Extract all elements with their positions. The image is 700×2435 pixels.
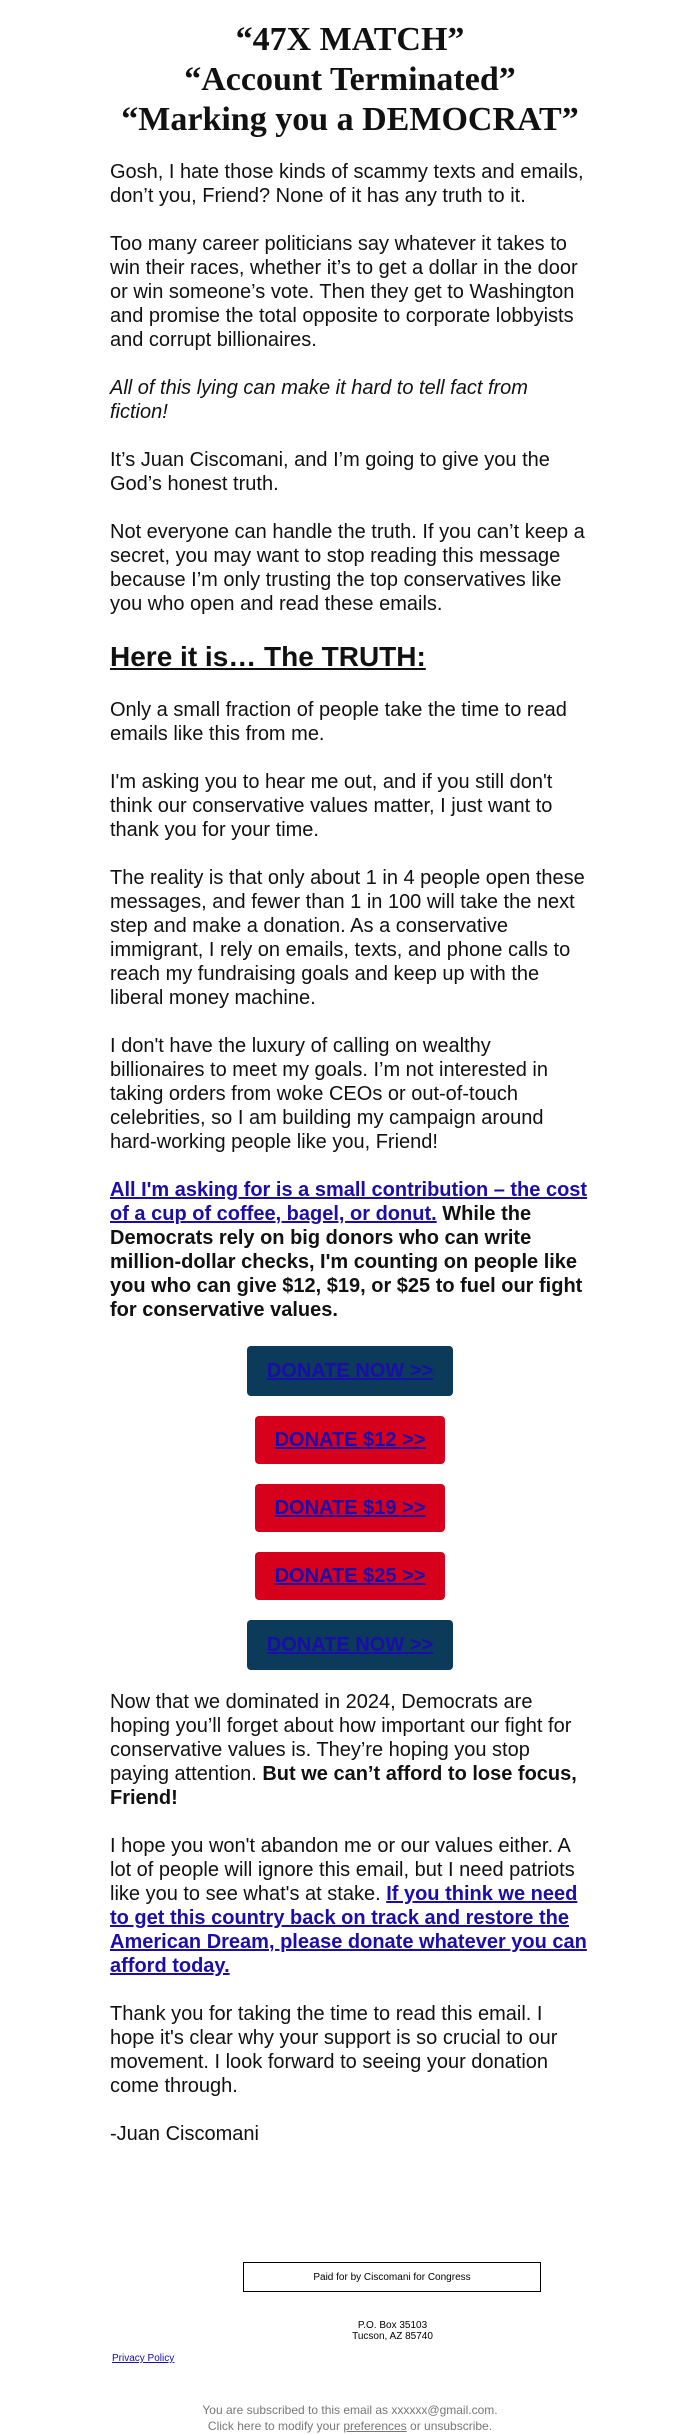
subscription-notice	[0, 2402, 700, 2434]
preferences-link[interactable]: preferences	[343, 2419, 407, 2433]
dominated-text: Now that we dominated in 2024, Democrats are hoping you’ll forget about how important our fight for conservative values is. They’re hoping you stop paying attention.	[110, 1691, 572, 1785]
donate-now-button-2[interactable]: DONATE NOW >>	[247, 1620, 453, 1670]
dominated-bold-text: But we can’t afford to lose focus, Friend!	[110, 1763, 577, 1809]
paragraph-hear-me-out: I'm asking you to hear me out, and if you still don't think our conservative values matter, I just want to thank you for your time.	[110, 771, 553, 841]
contribution-link[interactable]: All I'm asking for is a small contribution – the cost of a cup of coffee, bagel, or donut.	[110, 1179, 588, 1225]
paragraph-lying: All of this lying can make it hard to tell fact from fiction!	[110, 377, 528, 423]
paragraph-ask	[110, 1178, 590, 1322]
paragraph-career-politicians: Too many career politicians say whatever it takes to win their races, whether it’s to get a dollar in the door or win someone’s vote. Then they get to Washington and promise the total opposite to corporate lobbyists and corrupt billionaires.	[110, 233, 578, 351]
paragraph-small-fraction: Only a small fraction of people take the time to read emails like this from me.	[110, 699, 567, 745]
paragraph-dominated	[110, 1690, 590, 1810]
donate-buttons	[110, 1346, 590, 1670]
donate-25-button[interactable]: DONATE $25 >>	[255, 1552, 445, 1600]
truth-heading: Here it is… The TRUTH:	[110, 641, 426, 672]
headline	[0, 20, 700, 140]
headline-line-1: “47X MATCH”	[235, 21, 465, 58]
paid-for-disclaimer: Paid for by Ciscomani for Congress	[243, 2262, 541, 2292]
privacy-policy-link[interactable]: Privacy Policy	[112, 2353, 175, 2364]
paragraph-reality: The reality is that only about 1 in 4 people open these messages, and fewer than 1 in 100 will take the next step and make a donation. As a conservative immigrant, I rely on emails, texts, and phone calls to reach my fundraising goals and keep up with the liberal money machine.	[110, 867, 585, 1009]
headline-line-3: “Marking you a DEMOCRAT”	[121, 101, 579, 138]
headline-line-2: “Account Terminated”	[184, 61, 516, 98]
modify-line[interactable]	[0, 2418, 700, 2434]
paragraph-thank-you: Thank you for taking the time to read this email. I hope it's clear why your support is so crucial to our movement. I look forward to seeing your donation come through.	[110, 2003, 558, 2097]
ask-bold-text: While the Democrats rely on big donors who can write million-dollar checks, I'm counting on people like you who can give $12, $19, or $25 to fuel our fight for conservative values.	[110, 1203, 583, 1321]
abandon-text: I hope you won't abandon me or our values either. A lot of people will ignore this email, but I need patriots like you to see what's at stake.	[110, 1835, 575, 1905]
paragraph-luxury: I don't have the luxury of calling on wealthy billionaires to meet my goals. I’m not interested in taking orders from woke CEOs or out-of-touch celebrities, so I am building my campaign around hard-working people like you, Friend!	[110, 1035, 548, 1153]
donate-19-button[interactable]: DONATE $19 >>	[255, 1484, 445, 1532]
paragraph-intro: It’s Juan Ciscomani, and I’m going to give you the God’s honest truth.	[110, 449, 550, 495]
modify-prefix: Click here to modify your	[207, 2419, 344, 2433]
signature: -Juan Ciscomani	[110, 2123, 259, 2145]
american-dream-link[interactable]: If you think we need to get this country back on track and restore the American Dream, please donate whatever you can afford today.	[110, 1883, 587, 1977]
po-box: P.O. Box 35103	[357, 2320, 428, 2331]
paragraph-abandon	[110, 1834, 590, 1978]
modify-suffix[interactable]: or unsubscribe.	[406, 2419, 493, 2433]
paragraph-secret: Not everyone can handle the truth. If you can’t keep a secret, you may want to stop reading this message because I’m only trusting the top conservatives like you who open and read these emails.	[110, 521, 585, 615]
mailing-address	[0, 2320, 700, 2342]
paragraph-greeting: Gosh, I hate those kinds of scammy texts and emails, don’t you, Friend? None of it has any truth to it.	[110, 161, 584, 207]
city-state-zip: Tucson, AZ 85740	[352, 2331, 433, 2342]
email-body	[110, 160, 590, 2170]
donate-now-button-1[interactable]: DONATE NOW >>	[247, 1346, 453, 1396]
donate-12-button[interactable]: DONATE $12 >>	[255, 1416, 445, 1464]
subscribed-line: You are subscribed to this email as xxxxxx@gmail.com.	[202, 2403, 498, 2417]
